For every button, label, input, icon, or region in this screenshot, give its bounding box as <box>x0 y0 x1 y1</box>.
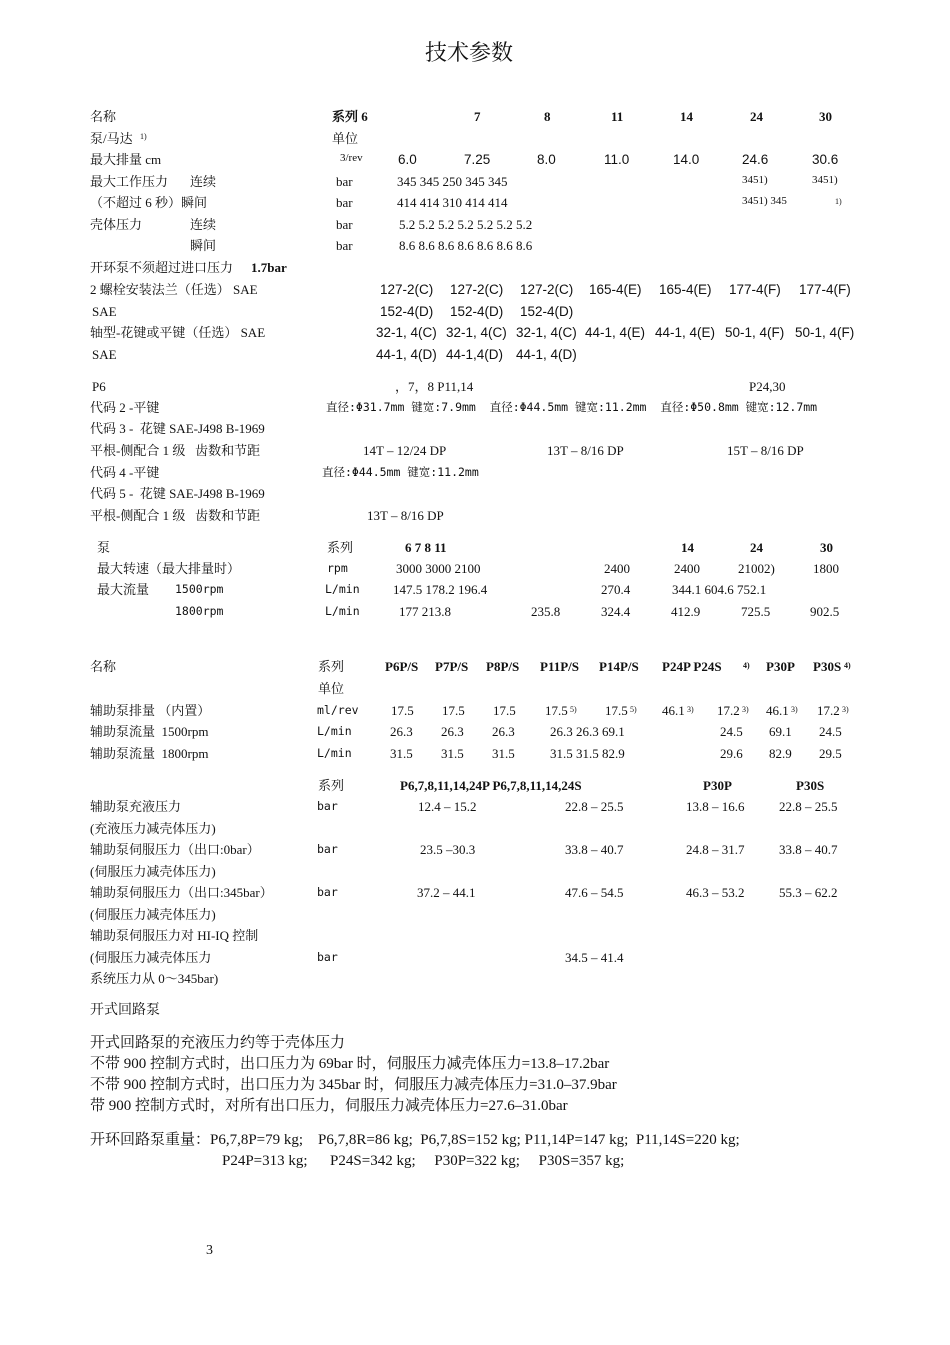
cell: 152-4(D) <box>450 304 504 319</box>
cell: 127-2(C) <box>450 282 504 297</box>
cell: SAE <box>92 347 117 362</box>
cell: 8.6 8.6 8.6 8.6 8.6 8.6 8.6 <box>399 238 533 253</box>
cell: 152-4(D) <box>380 304 434 319</box>
cell: 50-1, 4(F) <box>795 325 855 340</box>
cell: 24 <box>750 540 763 555</box>
cell: bar <box>336 195 353 210</box>
cell: 46.3 – 53.2 <box>686 885 745 900</box>
cell: 17.5 <box>605 703 628 718</box>
cell: 82.9 <box>769 746 792 761</box>
cell: L/min <box>317 746 352 760</box>
cell: 直径:Φ31.7mm 键宽:7.9mm 直径:Φ44.5mm 键宽:11.2mm 直径:Φ50.8mm 键宽:12.7mm <box>326 400 818 414</box>
cell: 50-1, 4(F) <box>725 325 785 340</box>
cell: L/min <box>317 724 352 738</box>
cell: 26.3 <box>390 724 413 739</box>
footnote: 3) <box>687 705 694 714</box>
note-line: 开式回路泵的充液压力约等于壳体压力 <box>90 1035 346 1051</box>
cell: 8 <box>544 109 551 124</box>
cell: 44-1, 4(E) <box>585 325 646 340</box>
cell: 13T – 8/16 DP <box>367 508 444 523</box>
note-line: 带 900 控制方式时，对所有出口压力，伺服压力减壳体压力=27.6–31.0bar <box>90 1098 568 1114</box>
cell: 47.6 – 54.5 <box>565 885 624 900</box>
cell: 14 <box>680 109 693 124</box>
cell: 代码 2 -平键 <box>90 400 160 415</box>
footnote: 5) <box>570 705 577 714</box>
cell: 55.3 – 62.2 <box>779 885 838 900</box>
cell: 平根-侧配合 1 级 齿数和节距 <box>90 443 261 458</box>
cell: 30 <box>819 109 832 124</box>
cell: 12.4 – 15.2 <box>418 799 477 814</box>
page-number: 3 <box>206 1243 213 1258</box>
cell: 系列 <box>318 778 345 793</box>
cell: 3451) <box>742 174 768 186</box>
cell: 8.0 <box>537 152 556 167</box>
cell: 30.6 <box>812 152 839 167</box>
cell: 14T – 12/24 DP <box>363 443 447 458</box>
page-title: 技术参数 <box>425 40 514 65</box>
cell: 系列 6 <box>332 109 368 124</box>
cell: 1500rpm <box>175 582 224 596</box>
cell: 177-4(F) <box>799 282 851 297</box>
cell: P6 <box>92 379 106 394</box>
cell: 直径:Φ44.5mm 键宽:11.2mm <box>322 465 479 479</box>
cell: 名称 <box>90 659 117 674</box>
cell: 辅助泵伺服压力（出口:0bar） <box>90 842 260 857</box>
cell: 26.3 <box>441 724 464 739</box>
cell: 壳体压力 <box>90 217 143 232</box>
cell: 46.1 <box>662 703 685 718</box>
footnote: 3) <box>742 705 749 714</box>
cell: 代码 3 - 花键 SAE-J498 B-1969 <box>90 421 265 436</box>
cell: 23.5 –30.3 <box>420 842 476 857</box>
cell: bar <box>317 842 338 856</box>
cell: 24.6 <box>742 152 769 167</box>
cell: 37.2 – 44.1 <box>417 885 476 900</box>
cell: 345 345 250 345 345 <box>397 174 508 189</box>
cell: 3000 3000 2100 <box>396 561 481 576</box>
cell: bar <box>317 885 338 899</box>
cell: rpm <box>327 561 348 575</box>
cell: 177 213.8 <box>399 604 451 619</box>
cell: 22.8 – 25.5 <box>565 799 624 814</box>
cell: 泵/马达 <box>90 131 133 146</box>
cell: 15T – 8/16 DP <box>727 443 804 458</box>
cell: 3/rev <box>340 152 363 164</box>
cell: 46.1 <box>766 703 789 718</box>
cell: 44-1, 4(E) <box>655 325 716 340</box>
cell: 代码 4 -平键 <box>90 465 160 480</box>
cell: 32-1, 4(C) <box>446 325 507 340</box>
cell: P24,30 <box>749 379 786 394</box>
cell: 1800rpm <box>175 604 224 618</box>
note-line: 不带 900 控制方式时，出口压力为 69bar 时，伺服压力减壳体压力=13.8–17.2bar <box>90 1056 610 1072</box>
cell: 轴型-花键或平键（任选） SAE <box>90 325 266 340</box>
footnote: 1) <box>140 132 147 141</box>
cell: 127-2(C) <box>520 282 574 297</box>
weight-line: P24P=313 kg; P24S=342 kg; P30P=322 kg; P30S=357 kg; <box>222 1153 625 1169</box>
cell: 31.5 <box>492 746 515 761</box>
cell: 24.8 – 31.7 <box>686 842 745 857</box>
cell: 21002) <box>738 561 775 576</box>
cell: 147.5 178.2 196.4 <box>393 582 488 597</box>
cell: 324.4 <box>601 604 631 619</box>
cell: 5.2 5.2 5.2 5.2 5.2 5.2 5.2 <box>399 217 533 232</box>
cell: P30P <box>703 778 732 793</box>
cell: 7 <box>474 109 481 124</box>
cell: SAE <box>92 304 117 319</box>
cell: 17.5 <box>545 703 568 718</box>
cell: 31.5 31.5 82.9 <box>550 746 625 761</box>
cell: 1800 <box>813 561 839 576</box>
cell: 泵 <box>97 540 111 555</box>
cell: 13T – 8/16 DP <box>547 443 624 458</box>
cell: 127-2(C) <box>380 282 434 297</box>
cell: P24P P24S <box>662 659 722 674</box>
cell: 344.1 604.6 752.1 <box>672 582 767 597</box>
cell: 6 7 8 11 <box>405 540 447 555</box>
cell: 44-1,4(D) <box>446 347 504 362</box>
cell: 24 <box>750 109 763 124</box>
section-heading: 开式回路泵 <box>90 1003 160 1018</box>
cell: 31.5 <box>441 746 464 761</box>
cell: 32-1, 4(C) <box>376 325 437 340</box>
cell: 最大流量 <box>97 582 150 597</box>
cell: 6.0 <box>398 152 417 167</box>
cell: bar <box>317 950 338 964</box>
cell: 17.2 <box>817 703 840 718</box>
cell: P30S <box>796 778 825 793</box>
cell: 30 <box>820 540 833 555</box>
cell: 69.1 <box>769 724 792 739</box>
cell: 725.5 <box>741 604 771 619</box>
cell: 17.5 <box>442 703 465 718</box>
cell: 瞬间 <box>190 238 217 253</box>
cell: 系列 <box>318 659 345 674</box>
cell: 33.8 – 40.7 <box>565 842 624 857</box>
cell: 系统压力从 0～345bar) <box>90 971 219 986</box>
cell: P30S <box>813 659 842 674</box>
cell: 辅助泵伺服压力对 HI-IQ 控制 <box>90 928 259 943</box>
cell: bar <box>336 217 353 232</box>
cell: ml/rev <box>317 703 359 717</box>
cell: 31.5 <box>390 746 413 761</box>
cell: 270.4 <box>601 582 631 597</box>
cell: 165-4(E) <box>589 282 642 297</box>
cell: bar <box>317 799 338 813</box>
cell: P6P/S <box>385 659 419 674</box>
footnote: 4) <box>743 661 750 670</box>
cell: 辅助泵排量 （内置） <box>90 703 211 718</box>
cell: 2400 <box>604 561 630 576</box>
cell: 辅助泵流量 1800rpm <box>90 746 209 761</box>
cell: 29.5 <box>819 746 842 761</box>
cell: ，7，8 P11,14 <box>395 379 474 394</box>
cell: 最大转速（最大排量时） <box>97 561 241 576</box>
cell: 2 螺栓安装法兰（任选） SAE <box>90 282 258 297</box>
cell: P8P/S <box>486 659 520 674</box>
cell: 44-1, 4(D) <box>516 347 577 362</box>
cell: (伺服压力减壳体压力) <box>90 907 216 922</box>
cell: 2400 <box>674 561 700 576</box>
cell: 系列 <box>327 540 354 555</box>
cell: P7P/S <box>435 659 469 674</box>
cell: 7.25 <box>464 152 491 167</box>
cell: (伺服压力减壳体压力 <box>90 950 212 965</box>
cell: 11.0 <box>604 152 630 167</box>
footnote: 1) <box>835 197 842 206</box>
cell: 33.8 – 40.7 <box>779 842 838 857</box>
cell: 最大工作压力 <box>90 174 169 189</box>
cell: 235.8 <box>531 604 561 619</box>
cell: 152-4(D) <box>520 304 574 319</box>
cell: (伺服压力减壳体压力) <box>90 864 216 879</box>
cell: 44-1, 4(D) <box>376 347 437 362</box>
cell: L/min <box>325 604 360 618</box>
cell: 165-4(E) <box>659 282 712 297</box>
footnote: 5) <box>630 705 637 714</box>
footnote: 3) <box>842 705 849 714</box>
cell: 14.0 <box>673 152 700 167</box>
cell: L/min <box>325 582 360 596</box>
cell: 17.5 <box>391 703 414 718</box>
cell: 34.5 – 41.4 <box>565 950 624 965</box>
cell: bar <box>336 174 353 189</box>
cell: 最大排量 cm <box>90 152 162 167</box>
cell: 代码 5 - 花键 SAE-J498 B-1969 <box>90 486 265 501</box>
cell: P6,7,8,11,14,24P P6,7,8,11,14,24S <box>400 778 582 793</box>
cell: P30P <box>766 659 795 674</box>
cell: 177-4(F) <box>729 282 781 297</box>
cell: 412.9 <box>671 604 701 619</box>
cell: 1.7bar <box>251 260 287 275</box>
cell: 平根-侧配合 1 级 齿数和节距 <box>90 508 261 523</box>
cell: 单位 <box>318 681 345 696</box>
cell: 单位 <box>332 131 359 146</box>
cell: 连续 <box>190 174 217 189</box>
cell: P11P/S <box>540 659 580 674</box>
cell: 11 <box>611 109 624 124</box>
cell: 26.3 <box>492 724 515 739</box>
cell: 24.5 <box>819 724 842 739</box>
cell: 13.8 – 16.6 <box>686 799 745 814</box>
cell: 名称 <box>90 109 117 124</box>
cell: 辅助泵充液压力 <box>90 799 182 814</box>
cell: 17.5 <box>493 703 516 718</box>
cell: 22.8 – 25.5 <box>779 799 838 814</box>
cell: 17.2 <box>717 703 740 718</box>
cell: 32-1, 4(C) <box>516 325 577 340</box>
note-line: 不带 900 控制方式时，出口压力为 345bar 时，伺服压力减壳体压力=31.0–37.9bar <box>90 1077 617 1093</box>
cell: 辅助泵伺服压力（出口:345bar） <box>90 885 273 900</box>
cell: 开环泵不须超过进口压力 <box>90 260 234 275</box>
footnote: 3) <box>791 705 798 714</box>
cell: 414 414 310 414 414 <box>397 195 508 210</box>
weight-line: 开环回路泵重量：P6,7,8P=79 kg; P6,7,8R=86 kg; P6,7,8S=152 kg; P11,14P=147 kg; P11,14S=220 kg; <box>90 1132 740 1148</box>
cell: 连续 <box>190 217 217 232</box>
cell: 902.5 <box>810 604 840 619</box>
cell: 26.3 26.3 69.1 <box>550 724 625 739</box>
cell: （不超过 6 秒）瞬间 <box>90 195 208 210</box>
cell: 14 <box>681 540 694 555</box>
cell: P14P/S <box>599 659 639 674</box>
cell: 辅助泵流量 1500rpm <box>90 724 209 739</box>
cell: (充液压力减壳体压力) <box>90 821 216 836</box>
footnote: 4) <box>844 661 851 670</box>
cell: 3451) <box>812 174 838 186</box>
cell: bar <box>336 238 353 253</box>
cell: 29.6 <box>720 746 743 761</box>
cell: 3451) 345 <box>742 195 787 207</box>
cell: 24.5 <box>720 724 743 739</box>
